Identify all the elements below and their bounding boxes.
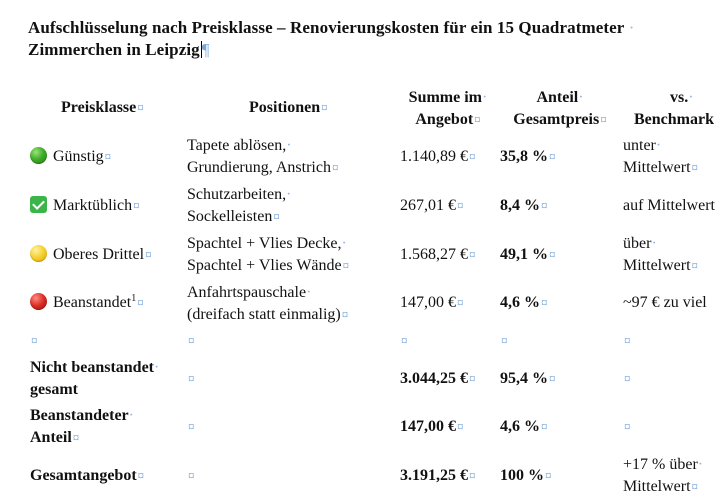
row-guenstig-sum: 1.140,89 €¤	[400, 148, 476, 165]
summary-total-share: 100 %¤	[500, 467, 552, 484]
row-beanstandet-price-class: Beanstandet$^1$¤	[30, 292, 144, 314]
check-mark-icon	[30, 196, 47, 213]
row-oberes-drittel-benchmark: über· Mittelwert¤	[623, 235, 699, 274]
row-beanstandet-share: 4,6 %¤	[500, 294, 548, 311]
title-line-1: Aufschlüsselung nach Preisklasse – Renovierungskosten für ein 15 Quadratmeter ·	[28, 18, 635, 37]
row-marktueblich-positions: Schutzarbeiten,· Sockelleisten¤	[187, 186, 292, 225]
row-guenstig-benchmark: unter· Mittelwert¤	[623, 137, 699, 176]
row-beanstandet-benchmark: ~97 € zu viel	[623, 294, 707, 311]
summary-not-disputed-benchmark: ¤	[624, 371, 631, 386]
summary-disputed-sum: 147,00 €¤	[400, 418, 464, 435]
yellow-circle-icon	[30, 245, 47, 262]
summary-not-disputed-positions: ¤	[188, 371, 195, 386]
row-beanstandet-sum: 147,00 €¤	[400, 294, 464, 311]
summary-not-disputed-sum: 3.044,25 €¤	[400, 370, 476, 387]
row-oberes-drittel-price-class: Oberes Drittel¤	[30, 244, 152, 266]
summary-disputed-positions: ¤	[188, 419, 195, 434]
row-marktueblich-share: 8,4 %¤	[500, 197, 548, 214]
header-positions: Positionen¤	[249, 99, 328, 116]
summary-total-positions: ¤	[188, 468, 195, 483]
row-oberes-drittel-sum: 1.568,27 €¤	[400, 246, 476, 263]
empty-row-marker: ¤	[188, 333, 195, 348]
green-circle-icon	[30, 147, 47, 164]
summary-total-sum: 3.191,25 €¤	[400, 467, 476, 484]
empty-row-marker: ¤	[31, 333, 38, 348]
summary-total-label: Gesamtangebot¤	[30, 467, 145, 484]
row-marktueblich-sum: 267,01 €¤	[400, 197, 464, 214]
row-oberes-drittel-positions: Spachtel + Vlies Decke,· Spachtel + Vlies Wände¤	[187, 235, 350, 274]
summary-total-benchmark: +17 % über· Mittelwert¤	[623, 456, 704, 495]
red-circle-icon	[30, 293, 47, 310]
row-guenstig-positions: Tapete ablösen,· Grundierung, Anstrich¤	[187, 137, 339, 176]
header-sum: Summe im· Angebot¤	[408, 89, 488, 128]
empty-row-marker: ¤	[624, 333, 631, 348]
pilcrow-icon: ¶	[201, 40, 210, 59]
row-marktueblich-price-class: Marktüblich¤	[30, 195, 140, 217]
header-benchmark: vs.· Benchmark	[634, 89, 714, 128]
row-beanstandet-positions: Anfahrtspauschale· (dreifach statt einmalig)¤	[187, 284, 349, 323]
empty-row-marker: ¤	[401, 333, 408, 348]
summary-disputed-benchmark: ¤	[624, 419, 631, 434]
document-title[interactable]	[28, 17, 708, 61]
summary-not-disputed-label: Nicht beanstandet· gesamt	[30, 359, 160, 398]
row-marktueblich-benchmark: auf Mittelwert	[623, 197, 715, 214]
row-guenstig-share: 35,8 %¤	[500, 148, 556, 165]
title-line-2: Zimmerchen in Leipzig ¶	[28, 40, 210, 59]
summary-disputed-label: Beanstandeter· Anteil¤	[30, 407, 134, 446]
header-price-class: Preisklasse¤	[61, 99, 144, 116]
summary-not-disputed-share: 95,4 %¤	[500, 370, 556, 387]
row-oberes-drittel-share: 49,1 %¤	[500, 246, 556, 263]
footnote-marker[interactable]: 1	[131, 293, 137, 304]
header-share: Anteil· Gesamtpreis¤	[513, 89, 607, 128]
row-guenstig-price-class: Günstig¤	[30, 146, 111, 168]
empty-row-marker: ¤	[501, 333, 508, 348]
summary-disputed-share: 4,6 %¤	[500, 418, 548, 435]
